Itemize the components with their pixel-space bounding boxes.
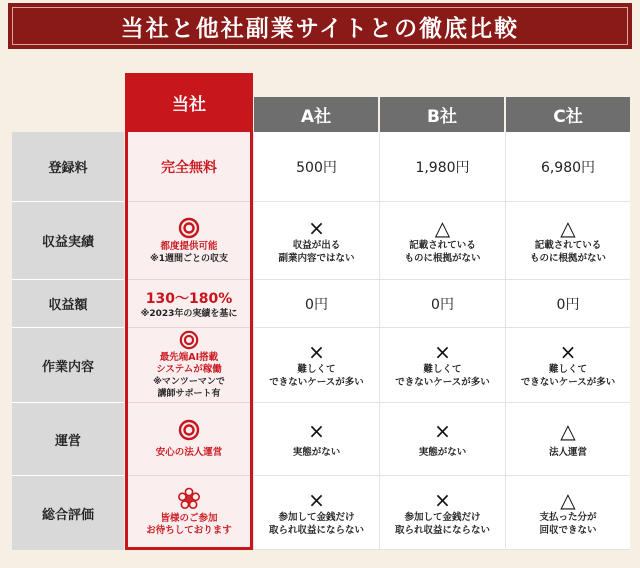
- a-overall: [253, 476, 379, 550]
- title-banner: [8, 3, 632, 49]
- ours-revenue-amount-value: 130〜180%: [145, 290, 233, 307]
- a-registration-value: 500円: [296, 159, 337, 176]
- c-revenue-record: [505, 202, 630, 280]
- header-company-a: A社: [254, 97, 378, 132]
- b-revenue-line1: 記載されている: [409, 239, 476, 251]
- ours-registration-value: 完全無料: [161, 159, 217, 176]
- triangle-icon: △: [560, 487, 576, 512]
- b-revenue-record: [379, 202, 505, 280]
- a-overall-line2: 取られ収益にならない: [268, 524, 364, 536]
- ours-overall: [128, 476, 250, 547]
- c-revenue-amount: [505, 280, 630, 328]
- b-revenue-amount: [379, 280, 505, 328]
- b-registration-value: 1,980円: [415, 159, 470, 176]
- c-overall: [505, 476, 630, 550]
- row-label-work-content: 作業内容: [12, 328, 124, 403]
- a-revenue-amount: [253, 280, 379, 328]
- ours-registration-fee: [128, 132, 250, 202]
- a-revenue-line1: 収益が出る: [292, 239, 341, 251]
- ours-revenue-amount: [128, 280, 250, 328]
- a-work-line1: 難しくて: [297, 364, 336, 375]
- double-circle-icon: [179, 330, 199, 350]
- c-work-content: [505, 328, 630, 403]
- row-label-overall: 総合評価: [12, 476, 124, 550]
- b-registration-fee: [379, 132, 505, 202]
- c-registration-fee: [505, 132, 630, 202]
- c-revenue-line2: ものに根拠がない: [529, 252, 606, 264]
- ours-work-line3: ※マンツーマンで: [153, 377, 225, 387]
- header-company-b: B社: [380, 97, 504, 132]
- cross-icon: ×: [308, 215, 325, 240]
- b-work-content: [379, 328, 505, 403]
- a-operation: [253, 403, 379, 476]
- a-work-content: [253, 328, 379, 403]
- c-work-line2: できないケースが多い: [520, 377, 616, 388]
- ours-revenue-line1: 都度提供可能: [160, 240, 218, 252]
- b-work-line1: 難しくて: [423, 364, 462, 375]
- c-overall-line1: 支払った分が: [539, 511, 597, 523]
- double-circle-icon: [178, 419, 200, 441]
- header-ours: 当社: [125, 73, 253, 132]
- ours-work-line2: システムが稼働: [156, 364, 222, 375]
- flower-icon: [177, 487, 201, 511]
- triangle-icon: △: [560, 418, 576, 443]
- a-revenue-line2: 副業内容ではない: [278, 252, 355, 264]
- ours-revenue-record: [128, 202, 250, 280]
- ours-work-line4: 講師サポート有: [157, 389, 221, 399]
- b-work-line2: できないケースが多い: [395, 377, 490, 388]
- cross-icon: ×: [434, 340, 451, 364]
- b-operation-line1: 実態がない: [418, 446, 467, 458]
- c-work-line1: 難しくて: [548, 364, 587, 375]
- cross-icon: ×: [434, 487, 451, 512]
- ours-work-line1: 最先端AI搭載: [159, 352, 219, 363]
- cross-icon: ×: [308, 418, 325, 443]
- header-company-c: C社: [506, 97, 630, 132]
- page-title: 当社と他社副業サイトとの徹底比較: [120, 15, 520, 42]
- c-revenue-amount-value: 0円: [556, 296, 580, 313]
- double-circle-icon: [178, 217, 200, 239]
- c-registration-value: 6,980円: [540, 159, 596, 176]
- c-operation-line1: 法人運営: [548, 446, 587, 458]
- comparison-table: [12, 73, 630, 550]
- c-revenue-line1: 記載されている: [534, 239, 602, 251]
- b-overall-line1: 参加して金銭だけ: [404, 511, 481, 523]
- ours-work-content: [128, 328, 250, 403]
- ours-overall-line1: 皆様のご参加: [160, 512, 218, 524]
- cross-icon: ×: [308, 487, 325, 512]
- a-revenue-amount-value: 0円: [305, 296, 328, 313]
- ours-revenue-line2: ※1週間ごとの収支: [149, 253, 228, 264]
- b-revenue-line2: ものに根拠がない: [404, 252, 481, 264]
- a-revenue-record: [253, 202, 379, 280]
- a-operation-line1: 実態がない: [292, 446, 341, 458]
- triangle-icon: △: [434, 215, 451, 240]
- a-overall-line1: 参加して金銭だけ: [278, 511, 355, 523]
- row-label-revenue-amount: 収益額: [12, 280, 124, 328]
- a-work-line2: できないケースが多い: [269, 377, 364, 388]
- cross-icon: ×: [559, 340, 577, 364]
- b-overall: [379, 476, 505, 550]
- row-label-revenue-record: 収益実績: [12, 202, 124, 280]
- a-registration-fee: [253, 132, 379, 202]
- row-label-registration-fee: 登録料: [12, 132, 124, 202]
- ours-operation-line1: 安心の法人運営: [155, 447, 223, 458]
- triangle-icon: △: [560, 215, 576, 240]
- b-revenue-amount-value: 0円: [431, 296, 454, 313]
- c-overall-line2: 回収できない: [539, 524, 597, 536]
- cross-icon: ×: [308, 340, 325, 364]
- b-operation: [379, 403, 505, 476]
- ours-revenue-amount-note: ※2023年の実績を基に: [140, 308, 238, 319]
- c-operation: [505, 403, 630, 476]
- ours-overall-line2: お待ちしております: [146, 524, 232, 536]
- b-overall-line2: 取られ収益にならない: [394, 524, 490, 536]
- ours-operation: [128, 403, 250, 476]
- row-label-operation: 運営: [12, 403, 124, 476]
- cross-icon: ×: [434, 418, 451, 443]
